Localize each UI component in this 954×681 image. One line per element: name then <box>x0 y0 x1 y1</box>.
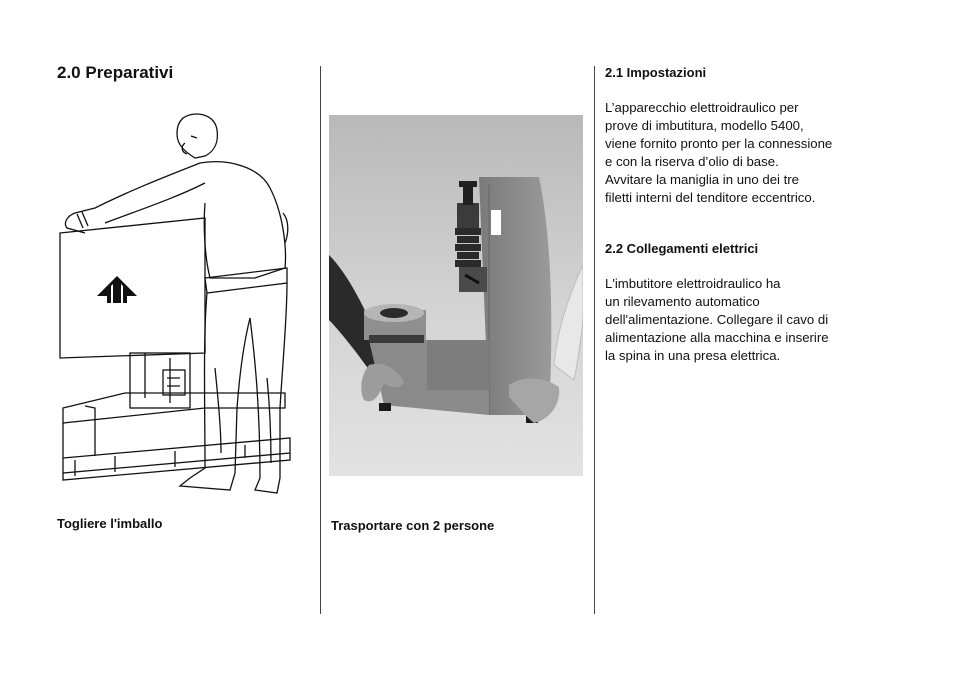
column-divider-left <box>320 66 321 614</box>
text-line: L’apparecchio elettroidraulico per <box>605 100 799 115</box>
text-line: la spina in una presa elettrica. <box>605 348 781 363</box>
text-line: un rilevamento automatico <box>605 294 760 309</box>
right-column <box>605 64 875 365</box>
text-line: filetti interni del tenditore eccentrico. <box>605 190 816 205</box>
text-line: viene fornito pronto per la connessione <box>605 136 833 151</box>
text-line: e con la riserva d’olio di base. <box>605 154 779 169</box>
text-line: Avvitare la maniglia in uno dei tre <box>605 172 800 187</box>
text-line: L'imbutitore elettroidraulico ha <box>605 276 781 291</box>
figure-caption-transport: Trasportare con 2 persone <box>331 518 495 533</box>
text-line: alimentazione alla macchina e inserire <box>605 330 829 345</box>
text-line: dell'alimentazione. Collegare il cavo di <box>605 312 829 327</box>
electrical-heading: 2.2 Collegamenti elettrici <box>605 241 759 256</box>
section-title: 2.0 Preparativi <box>57 63 174 82</box>
figure-caption-unpack: Togliere l'imballo <box>57 516 163 531</box>
electrical-paragraph <box>605 275 875 365</box>
transport-photo <box>329 115 583 476</box>
settings-paragraph <box>605 99 875 207</box>
unpacking-illustration <box>55 108 295 498</box>
settings-heading: 2.1 Impostazioni <box>605 65 707 80</box>
text-line: prove di imbutitura, modello 5400, <box>605 118 804 133</box>
column-divider-right <box>594 66 595 614</box>
